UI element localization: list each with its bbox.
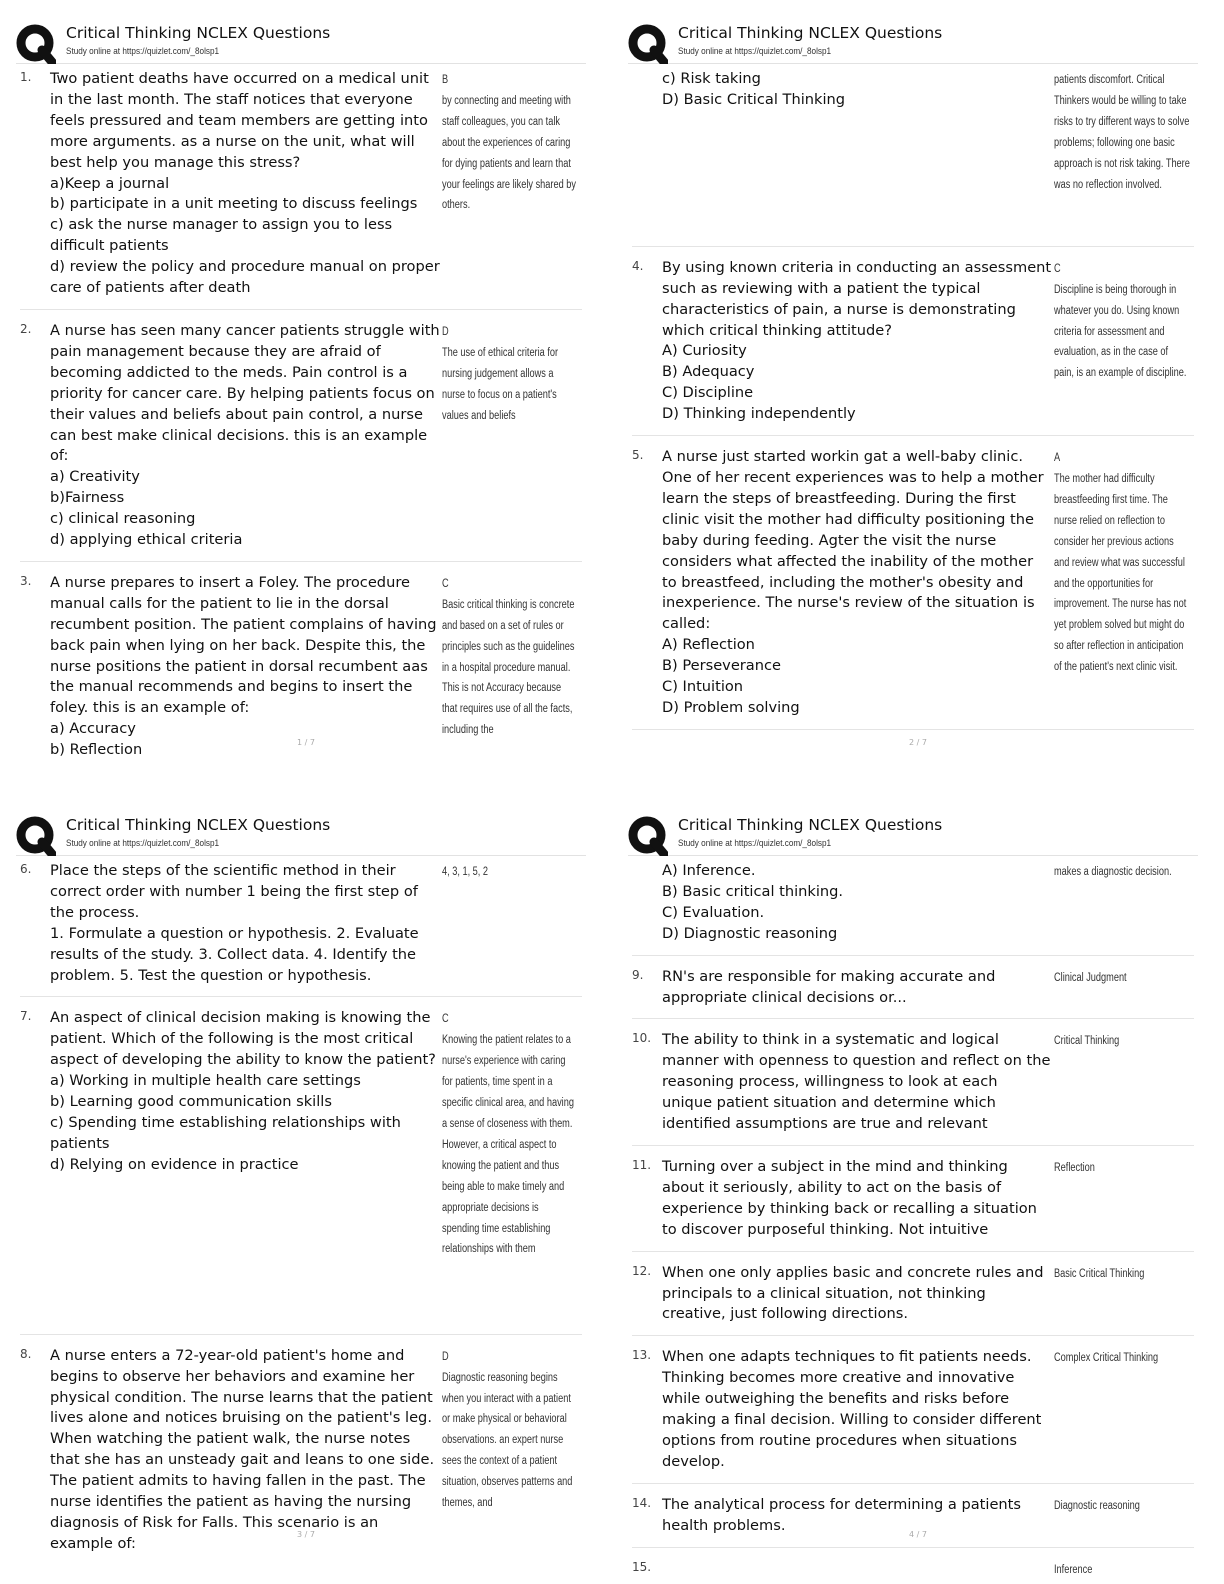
question-number: 2.: [20, 321, 32, 336]
study-link[interactable]: Study online at https://quizlet.com/_8olsp1: [66, 838, 220, 849]
option: D) Diagnostic reasoning: [662, 924, 838, 942]
option: c) Spending time establishing relationships with patients: [50, 1113, 401, 1152]
option: d) applying ethical criteria: [50, 531, 243, 549]
page-1: [0, 0, 612, 792]
doc-title: Critical Thinking NCLEX Questions: [678, 816, 943, 834]
question-number: 15.: [632, 1559, 652, 1574]
page-4: [612, 792, 1224, 1584]
option: d) review the policy and procedure manual on proper care of patients after death: [50, 258, 440, 297]
study-link[interactable]: Study online at https://quizlet.com/_8olsp1: [678, 838, 832, 849]
option: a) Creativity: [50, 468, 140, 486]
option: 1. Formulate a question or hypothesis. 2. Evaluate results of the study. 3. Collect data. 4. Identify the problem. 5. Test the question or hypothesis.: [50, 924, 419, 984]
study-link[interactable]: Study online at https://quizlet.com/_8olsp1: [66, 46, 220, 57]
explanation: patients discomfort. Critical Thinkers would be willing to take risks to try different ways to solve problems; following one basic approach is not risk taking. There was no reflection involved.: [1054, 74, 1190, 191]
question-number: 11.: [632, 1157, 652, 1172]
option: D) Thinking independently: [662, 405, 856, 423]
answer: B: [442, 74, 449, 86]
quizlet-logo-icon: [16, 24, 56, 64]
option: d) Relying on evidence in practice: [50, 1155, 299, 1173]
question-number: 9.: [632, 967, 644, 982]
explanation: makes a diagnostic decision.: [1054, 866, 1172, 878]
option: A) Reflection: [662, 636, 755, 654]
page-header: [16, 20, 586, 64]
page-number: 2 / 7: [909, 738, 927, 747]
option: C) Evaluation.: [662, 903, 765, 921]
question-number: 10.: [632, 1031, 652, 1046]
option: C) Discipline: [662, 384, 754, 402]
answer: C: [442, 577, 449, 590]
question-number: 4.: [632, 258, 644, 273]
question-text: A nurse has seen many cancer patients struggle with pain management because they are afraid of becoming addicted to the meds. Pain control is a priority for cancer care. By helping patients focus on their values and beliefs about pain control, a nurse can best make clinical decisions. this is an example of:: [50, 321, 440, 465]
answer: C: [1054, 262, 1061, 275]
question-text: The analytical process for determining a patients health problems.: [662, 1495, 1022, 1534]
question-number: 5.: [632, 448, 644, 463]
option: b) Reflection: [50, 741, 143, 759]
question-text: By using known criteria in conducting an assessment such as reviewing with a patient the typical characteristics of pain, a nurse is demonstrating which critical thinking attitude?: [662, 258, 1052, 339]
question-item: [20, 859, 582, 997]
explanation: Knowing the patient relates to a nurse's experience with caring for patients, time spent in a specific clinical area, and having a sense of closeness with them. However, a critical aspect to knowing the patient and thus being able to make timely and appropriate decisions is spending time establishing relationships with them: [442, 1034, 574, 1256]
option: B) Perseverance: [662, 657, 781, 675]
question-text: When one only applies basic and concrete rules and principals to a clinical situation, not thinking creative, just following directions.: [662, 1263, 1044, 1323]
option: b) participate in a unit meeting to discuss feelings: [50, 195, 418, 213]
option: A) Inference.: [662, 862, 756, 879]
question-item: [632, 1493, 1194, 1548]
question-text: A nurse prepares to insert a Foley. The procedure manual calls for the patient to lie in the dorsal recumbent position. The patient complains of having back pain when lying on her back. Despite this, the nurse positions the patient in dorsal recumbent aas the manual recommends and begins to insert the foley. this is an example of:: [50, 573, 437, 717]
question-number: 8.: [20, 1346, 32, 1361]
question-text: [662, 1559, 1052, 1579]
question-number: 3.: [20, 573, 32, 588]
option: a) Working in multiple health care settings: [50, 1072, 361, 1090]
question-number: 7.: [20, 1009, 32, 1024]
option: b)Fairness: [50, 489, 125, 507]
explanation: Basic critical thinking is concrete and based on a set of rules or principles such as the guidelines in a hospital procedure manual. This is not Accuracy because that requires use of all the facts, including the: [442, 598, 575, 737]
option: c) clinical reasoning: [50, 510, 196, 528]
question-number: 6.: [20, 862, 32, 876]
page-header: [628, 20, 1198, 64]
question-number: 12.: [632, 1263, 652, 1278]
question-text: Two patient deaths have occurred on a medical unit in the last month. The staff notices that everyone feels pressured and team members are getting into more arguments. as a nurse on the unit, what will best help you manage this stress?: [50, 70, 429, 171]
answer: D: [442, 1350, 449, 1363]
explanation: Diagnostic reasoning begins when you interact with a patient or make physical or behavioral observations. an expert nurse sees the context of a patient situation, observes patterns and themes, and: [442, 1371, 573, 1510]
question-item: [632, 1261, 1194, 1337]
option: B) Basic critical thinking.: [662, 882, 844, 900]
page-number: 3 / 7: [297, 1530, 315, 1539]
question-number: 14.: [632, 1495, 652, 1510]
quizlet-logo-icon: [16, 816, 56, 856]
answer: Diagnostic reasoning: [1054, 1499, 1140, 1512]
question-continued: [632, 859, 1194, 956]
question-text: Turning over a subject in the mind and thinking about it seriously, ability to act on the basis of experience by thinking back or recalling a situation to discover purposeful thinking. Not intuitive: [662, 1157, 1037, 1238]
page-3: [0, 792, 612, 1584]
explanation: by connecting and meeting with staff colleagues, you can talk about the experiences of caring for dying patients and learn that your feelings are likely shared by others.: [442, 94, 576, 212]
question-item: [20, 67, 582, 310]
answer: Clinical Judgment: [1054, 971, 1127, 984]
answer: Complex Critical Thinking: [1054, 1352, 1159, 1365]
page-2: [612, 0, 1224, 792]
explanation: The mother had difficulty breastfeeding first time. The nurse relied on reflection to consider her previous actions and review what was successful and the opportunities for improvement. The nurse has not yet problem solved but might do so after reflection in anticipation of the patient's next clinic visit.: [1054, 472, 1187, 674]
question-text: The ability to think in a systematic and logical manner with openness to question and reflect on the reasoning process, willingness to look at each unique patient situation and determine which identified assumptions are true and relevant: [662, 1031, 1051, 1133]
study-link[interactable]: Study online at https://quizlet.com/_8olsp1: [678, 46, 832, 57]
question-number: 13.: [632, 1348, 652, 1363]
question-item: [632, 1028, 1194, 1146]
option: C) Intuition: [662, 678, 744, 696]
page-header: [628, 812, 1198, 856]
question-text: Place the steps of the scientific method in their correct order with number 1 being the first step of the process.: [50, 862, 418, 921]
question-item: [632, 965, 1194, 1020]
option: a)Keep a journal: [50, 174, 170, 192]
question-item: [20, 319, 582, 562]
quizlet-logo-icon: [628, 24, 668, 64]
option: c) Risk taking: [662, 70, 761, 87]
answer: Critical Thinking: [1054, 1035, 1120, 1048]
question-text: When one adapts techniques to fit patients needs. Thinking becomes more creative and innovative while outweighing the benefits and risks before making a final decision. Willing to consider different options from routine procedures when situations develop.: [662, 1348, 1042, 1470]
option: D) Basic Critical Thinking: [662, 90, 846, 108]
page-number: 4 / 7: [909, 1530, 927, 1539]
answer: 4, 3, 1, 5, 2: [442, 866, 489, 878]
page-number: 1 / 7: [297, 738, 315, 747]
option: a) Accuracy: [50, 720, 136, 738]
option: b) Learning good communication skills: [50, 1093, 332, 1111]
explanation: The use of ethical criteria for nursing judgement allows a nurse to focus on a patient's values and beliefs: [442, 346, 559, 422]
question-item: [632, 1557, 1194, 1584]
question-item: [20, 1006, 582, 1334]
question-text: RN's are responsible for making accurate and appropriate clinical decisions or...: [662, 967, 996, 1006]
answer: C: [442, 1013, 449, 1026]
question-text: An aspect of clinical decision making is knowing the patient. Which of the following is the most critical aspect of developing the ability to know the patient?: [50, 1009, 436, 1069]
question-text: A nurse just started workin gat a well-baby clinic. One of her recent experiences was to help a mother learn the steps of breastfeeding. During the first clinic visit the mother had difficulty positioning the baby during feeding. Agter the visit the nurse considers what affected the inability of the mother to breastfeed, including the mother's obesity and inexperience. The nurse's review of the situation is called:: [662, 448, 1044, 633]
question-item: [632, 445, 1194, 730]
question-item: [632, 1155, 1194, 1252]
answer: Reflection: [1054, 1161, 1095, 1174]
option: B) Adequacy: [662, 363, 755, 381]
option: c) ask the nurse manager to assign you to less difficult patients: [50, 216, 393, 255]
option: D) Problem solving: [662, 698, 800, 716]
page-header: [16, 812, 586, 856]
question-text: A nurse enters a 72-year-old patient's home and begins to observe her behaviors and examine her physical condition. The nurse learns that the patient lives alone and notices bruising on the patient's leg. When watching the patient walk, the nurse notes that she has an unsteady gait and leans to one side. The patient admits to having fallen in the past. The nurse identifies the patient as having the nursing diagnosis of Risk for Falls. This scenario is an example of:: [50, 1346, 435, 1552]
doc-title: Critical Thinking NCLEX Questions: [66, 24, 331, 42]
question-number: 1.: [20, 70, 32, 84]
question-continued: [632, 67, 1194, 247]
explanation: Discipline is being thorough in whatever you do. Using known criteria for assessment and evaluation, as in the case of pain, is an example of discipline.: [1054, 283, 1187, 380]
answer: D: [442, 325, 449, 338]
doc-title: Critical Thinking NCLEX Questions: [678, 24, 943, 42]
answer: Basic Critical Thinking: [1054, 1267, 1145, 1280]
quizlet-logo-icon: [628, 816, 668, 856]
question-item: [632, 1345, 1194, 1483]
answer: A: [1054, 452, 1061, 465]
question-item: [632, 256, 1194, 436]
answer: Inference: [1054, 1563, 1093, 1576]
doc-title: Critical Thinking NCLEX Questions: [66, 816, 331, 834]
option: A) Curiosity: [662, 342, 747, 360]
